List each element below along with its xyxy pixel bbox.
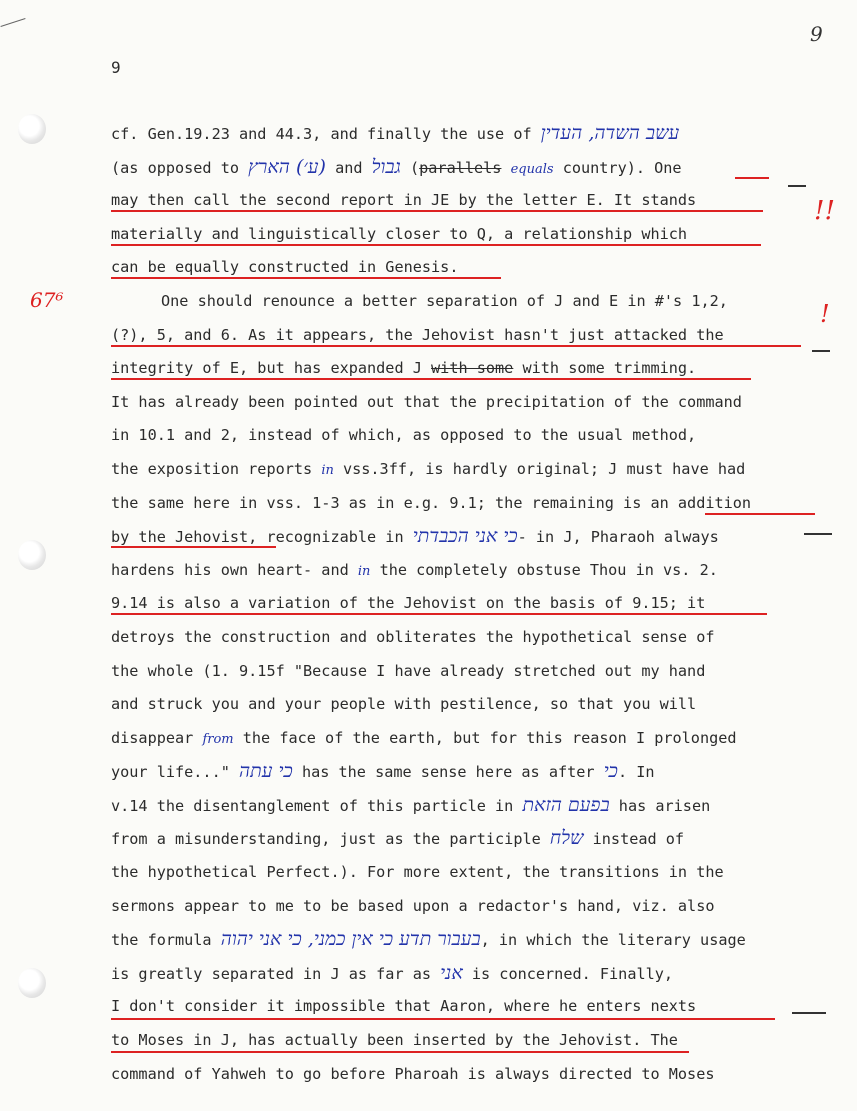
red-underline (111, 378, 751, 380)
typed-text: the whole (1. 9.15f "Because I have already stretched out my hand (111, 661, 706, 680)
handwritten-insertion: from (202, 731, 234, 747)
typed-text: from a misunderstanding, just as the participle (111, 830, 550, 849)
typed-text: your life..." (111, 763, 240, 782)
typed-text: the formula (111, 931, 221, 950)
typed-text: by the Jehovist, recognizable in (111, 528, 413, 547)
text-line (111, 154, 811, 188)
text-line (111, 859, 811, 893)
text-line (111, 254, 811, 288)
handwritten-insertion: in (357, 563, 371, 579)
handwritten-hebrew: בעבור תדע כי אין כמני, כי אני יהוה (220, 928, 481, 951)
handwritten-hebrew: כי (603, 760, 618, 783)
typed-text: the hypothetical Perfect.). For more extent, the transitions in the (111, 863, 724, 882)
text-line (111, 658, 811, 692)
typed-text: is concerned. Finally, (462, 964, 674, 983)
typed-text: ( (400, 158, 420, 177)
typed-text: is greatly separated in J as far as (111, 964, 441, 983)
typed-text: may then call the second report in JE by the letter E. It stands (111, 191, 697, 210)
typed-text: integrity of E, but has expanded J (111, 359, 432, 378)
typed-text: vss.3ff, is hardly original; J must have had (333, 459, 746, 478)
text-line (111, 557, 811, 591)
typed-text: v.14 the disentanglement of this particle in (111, 796, 523, 815)
margin-note: 67⁶ (30, 288, 64, 312)
typed-text: , in which the literary usage (480, 931, 746, 950)
red-underline (111, 210, 763, 212)
text-line (111, 322, 811, 356)
text-line (111, 355, 811, 389)
typed-text: (?), 5, and 6. As it appears, the Jehovist hasn't just attacked the (111, 325, 724, 344)
corner-scratch (0, 18, 25, 27)
red-underline (111, 277, 501, 279)
typed-text: command of Yahweh to go before Pharoah is always directed to Moses (111, 1064, 715, 1083)
typed-text: can be equally constructed in Genesis. (111, 258, 459, 277)
typed-text: the same here in vss. 1-3 as in e.g. 9.1; the remaining is an addition (111, 493, 752, 512)
typed-text: the face of the earth, but for this reason I prolonged (233, 728, 737, 747)
red-underline (111, 1051, 689, 1053)
text-line (111, 691, 811, 725)
punch-hole (18, 114, 46, 144)
typed-text: in 10.1 and 2, instead of which, as opposed to the usual method, (111, 426, 697, 445)
typed-text: country). One (553, 158, 682, 177)
typed-text: has the same sense here as after (292, 763, 604, 782)
typed-text: materially and linguistically closer to Q, a relationship which (111, 224, 688, 243)
text-line (111, 490, 811, 524)
text-line (111, 221, 811, 255)
corner-page-number: 9 (810, 22, 823, 46)
text-line (111, 893, 811, 927)
margin-dash (812, 350, 830, 352)
typed-text: I don't consider it impossible that Aaron, where he enters nexts (111, 997, 697, 1016)
handwritten-hebrew: אני (440, 961, 463, 984)
text-line (111, 993, 811, 1027)
typed-text: 9.14 is also a variation of the Jehovist on the basis of 9.15; it (111, 594, 706, 613)
typed-text: the exposition reports (111, 459, 322, 478)
text-line (111, 1061, 811, 1095)
text-line (111, 960, 811, 994)
typed-text: and (325, 158, 372, 177)
typed-text: has arisen (609, 796, 711, 815)
text-line (111, 725, 811, 759)
handwritten-hebrew: בפעם הזאת (522, 793, 610, 816)
typed-text: to Moses in J, has actually been inserted by the Jehovist. The (111, 1031, 678, 1050)
red-underline (111, 345, 801, 347)
red-underline (735, 177, 769, 179)
exclamation-mark: ! (820, 300, 830, 328)
red-underline (111, 546, 276, 548)
handwritten-hebrew: גבול (371, 155, 401, 178)
red-underline (111, 613, 767, 615)
text-line (111, 792, 811, 826)
handwritten-hebrew: שלח (549, 827, 584, 850)
typed-text: (as opposed to (111, 158, 249, 177)
red-underline (705, 513, 815, 515)
page-number: 9 (111, 58, 121, 77)
text-line (111, 758, 811, 792)
typed-text: cf. Gen.19.23 and 44.3, and finally the use of (111, 125, 541, 143)
text-line (111, 926, 811, 960)
typed-text: disappear (111, 728, 203, 747)
text-line (111, 120, 811, 154)
text-line (111, 825, 811, 859)
typed-text: hardens his own heart- and (111, 560, 358, 579)
typed-text: detroys the construction and obliterates the hypothetical sense of (111, 627, 715, 646)
typed-text: - in J, Pharaoh always (517, 528, 719, 547)
red-underline (111, 244, 761, 246)
typed-text (501, 159, 510, 177)
text-line (111, 523, 811, 557)
handwritten-insertion: equals (510, 161, 554, 177)
red-underline (111, 1018, 775, 1020)
text-line (111, 187, 811, 221)
handwritten-hebrew: כי עתה (239, 760, 293, 783)
punch-hole (18, 968, 46, 998)
handwritten-insertion: in (321, 462, 334, 478)
text-line (111, 1027, 811, 1061)
text-line (111, 389, 811, 423)
exclamation-mark: !! (814, 196, 835, 226)
text-line (111, 624, 811, 658)
handwritten-hebrew: (ע׳) הארץ (248, 155, 326, 178)
struck-text: with some (431, 359, 514, 378)
handwritten-hebrew: כי אני הכבדתי (412, 525, 518, 548)
handwritten-hebrew: עשב השדה, העדין (540, 122, 680, 144)
punch-hole (18, 540, 46, 570)
typed-text: with some trimming. (513, 359, 697, 378)
typed-text: and struck you and your people with pestilence, so that you will (111, 695, 697, 714)
typed-text: It has already been pointed out that the precipitation of the command (111, 392, 742, 411)
text-line (111, 590, 811, 624)
text-line (111, 422, 811, 456)
typed-text: the completely obstuse Thou in vs. 2. (370, 560, 718, 579)
typed-text: One should renounce a better separation of J and E in #'s 1,2, (161, 291, 728, 310)
text-line (111, 456, 811, 490)
typed-text: sermons appear to me to be based upon a redactor's hand, viz. also (111, 896, 715, 915)
struck-text: parallels (419, 158, 502, 177)
typed-text: instead of (583, 830, 685, 849)
body-text (111, 120, 811, 1094)
text-line (111, 288, 811, 322)
typed-text: . In (617, 763, 655, 782)
